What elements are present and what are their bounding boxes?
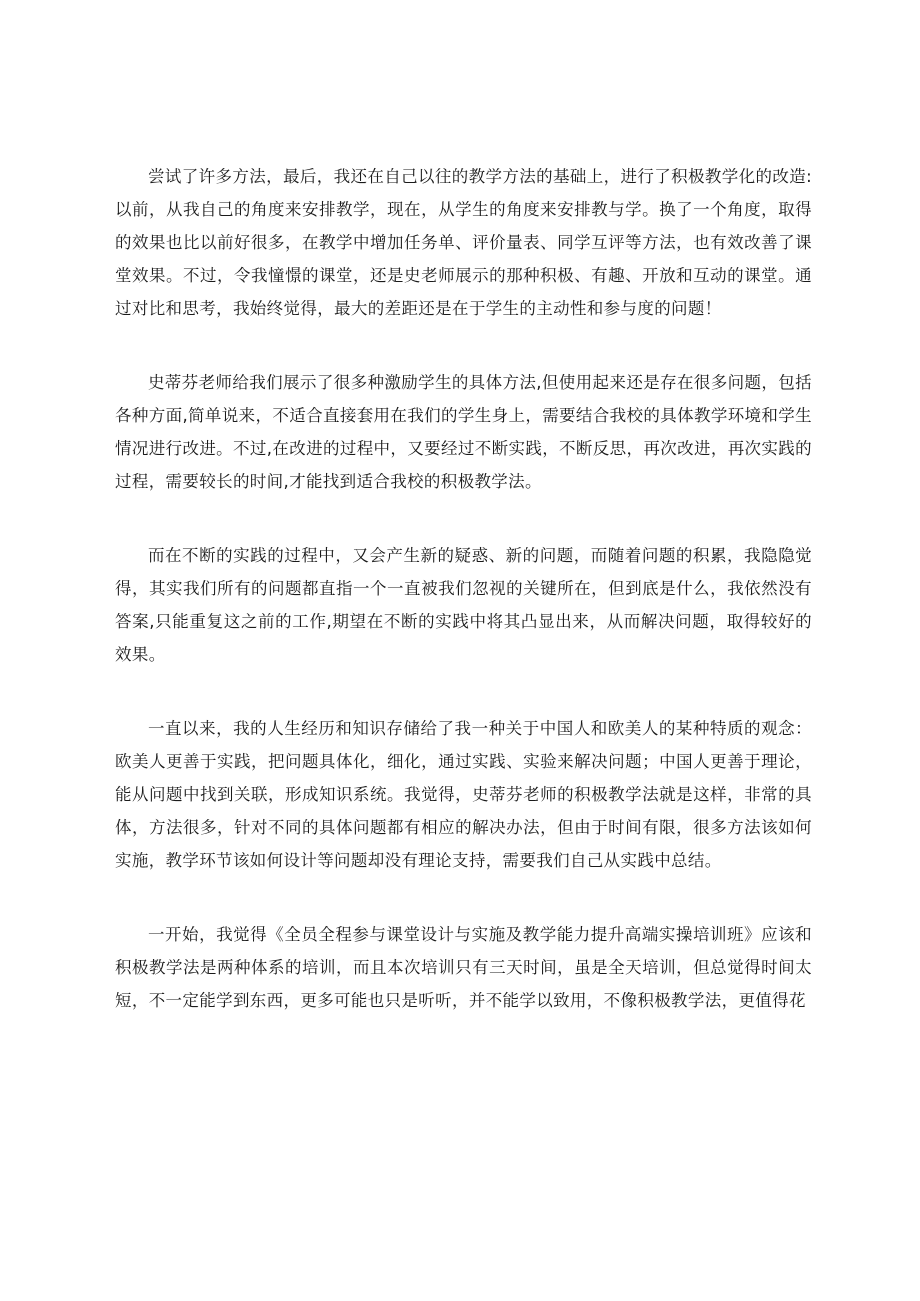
paragraph-4: 一直以来，我的人生经历和知识存储给了我一种关于中国人和欧美人的某种特质的观念：欧美人更善于实践，把问题具体化，细化，通过实践、实验来解决问题；中国人更善于理论，能从问题中找到关联，形成知识系统。我觉得，史蒂芬老师的积极教学法就是这样，非常的具体，方法很多，针对不同的具体问题都有相应的解决办法，但由于时间有限，很多方法该如何实施，教学环节该如何设计等问题却没有理论支持，需要我们自己从实践中总结。 (115, 719, 812, 870)
paragraph-2: 史蒂芬老师给我们展示了很多种激励学生的具体方法,但使用起来还是存在很多问题，包括各种方面,简单说来，不适合直接套用在我们的学生身上，需要结合我校的具体教学环境和学生情况进行改进。不过,在改进的过程中，又要经过不断实践，不断反思，再次改进，再次实践的过程，需要较长的时间,才能找到适合我校的积极教学法。 (115, 373, 812, 491)
paragraph-5: 一开始，我觉得《全员全程参与课堂设计与实施及教学能力提升高端实操培训班》应该和积极教学法是两种体系的培训，而且本次培训只有三天时间，虽是全天培训，但总觉得时间太短，不一定能学到东西，更多可能也只是听听，并不能学以致用，不像积极教学法，更值得花 (115, 925, 812, 1010)
document-body (115, 160, 812, 1058)
paragraph-3: 而在不断的实践的过程中，又会产生新的疑惑、新的问题，而随着问题的积累，我隐隐觉得，其实我们所有的问题都直指一个一直被我们忽视的关键所在，但到底是什么，我依然没有答案,只能重复这之前的工作,期望在不断的实践中将其凸显出来，从而解决问题，取得较好的效果。 (115, 546, 812, 664)
paragraph-1: 尝试了许多方法，最后，我还在自己以往的教学方法的基础上，进行了积极教学化的改造:以前，从我自己的角度来安排教学，现在，从学生的角度来安排教与学。换了一个角度，取得的效果也比以前好很多，在教学中增加任务单、评价量表、同学互评等方法，也有效改善了课堂效果。不过，令我憧憬的课堂，还是史老师展示的那种积极、有趣、开放和互动的课堂。通过对比和思考，我始终觉得，最大的差距还是在于学生的主动性和参与度的问题！ (115, 167, 812, 318)
